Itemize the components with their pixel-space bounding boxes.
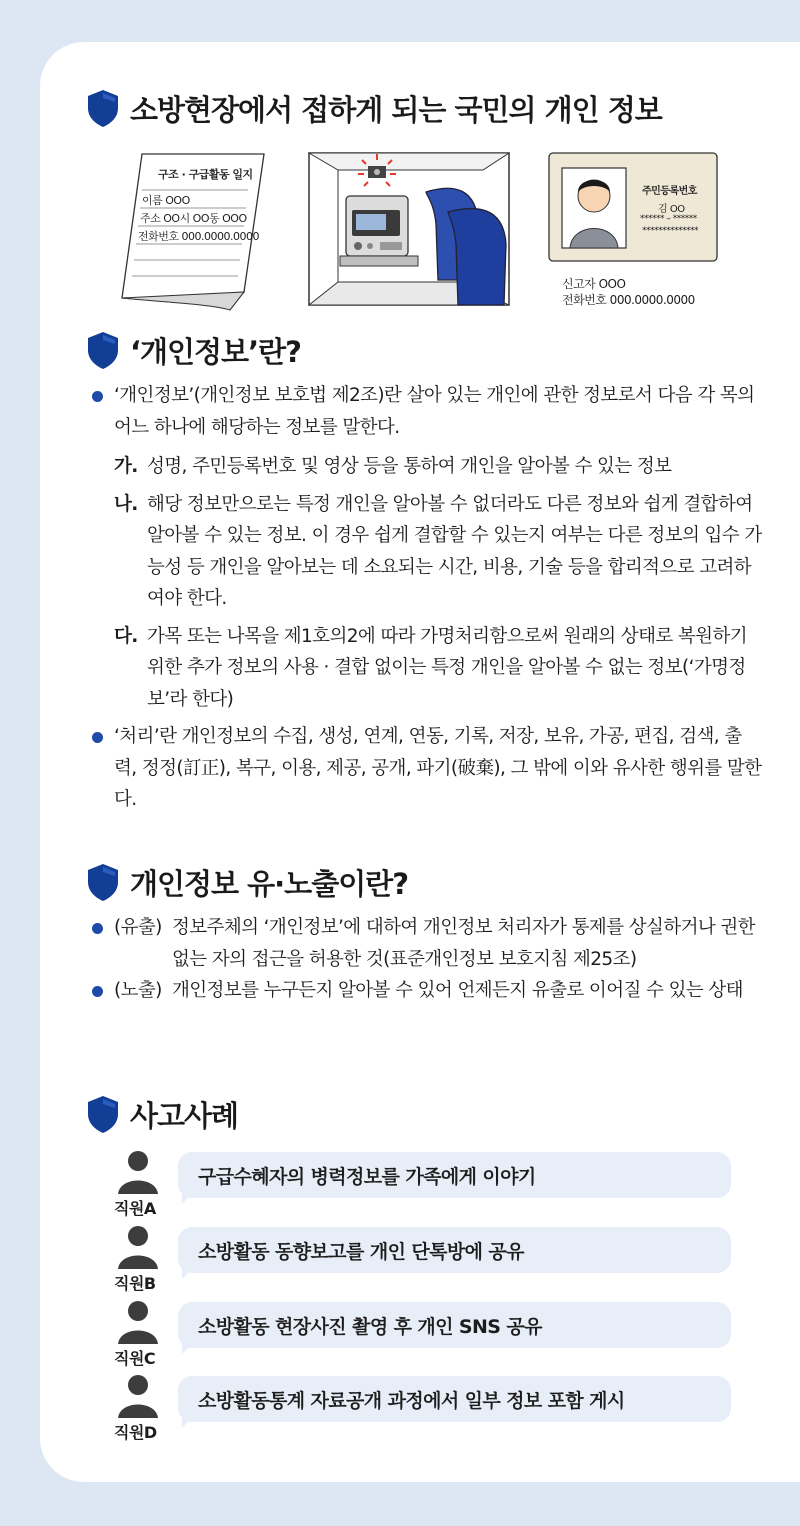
leak-item-exposure bbox=[92, 975, 762, 1007]
item-marker: 나. bbox=[114, 493, 138, 515]
shield-icon bbox=[88, 1096, 118, 1133]
exposure-label: (노출) bbox=[114, 980, 162, 1001]
section-title-3-text: 개인정보 유·노출이란? bbox=[130, 867, 409, 901]
id-card-illustration bbox=[548, 152, 718, 262]
section-title-2-text: ‘개인정보’란? bbox=[130, 335, 301, 369]
case-employee-label: 직원A bbox=[114, 1199, 156, 1218]
rescue-log-illustration bbox=[120, 152, 270, 312]
person-icon bbox=[118, 1150, 158, 1194]
id-card-name: 김 OO bbox=[658, 204, 685, 215]
case-employee-b bbox=[114, 1225, 738, 1297]
person-icon bbox=[118, 1300, 158, 1344]
definition-item-da bbox=[92, 621, 762, 716]
case-employee-d bbox=[114, 1374, 738, 1446]
bullet-dot bbox=[92, 391, 103, 402]
leak-label: (유출) bbox=[114, 917, 162, 938]
shield-icon bbox=[88, 864, 118, 901]
reporter-phone: 전화번호 000.0000.0000 bbox=[562, 293, 695, 307]
person-icon bbox=[118, 1225, 158, 1269]
item-marker: 다. bbox=[114, 625, 138, 647]
item-text: 성명, 주민등록번호 및 영상 등을 통하여 개인을 알아볼 수 있는 정보 bbox=[147, 456, 672, 477]
bubble-tail bbox=[182, 1414, 196, 1428]
processing-definition bbox=[92, 721, 762, 816]
section-title-4-text: 사고사례 bbox=[130, 1099, 239, 1133]
bubble-tail bbox=[182, 1340, 196, 1354]
exposure-text: 개인정보를 누구든지 알아볼 수 있어 언제든지 유출로 이어질 수 있는 상태 bbox=[172, 980, 743, 1001]
item-text: 가목 또는 나목을 제1호의2에 따라 가명처리함으로써 원래의 상태로 복원하기 위한 추가 정보의 사용 · 결합 없이는 특정 개인을 알아볼 수 없는 정보(‘가명정보’라 한다) bbox=[147, 625, 747, 710]
bullet-dot bbox=[92, 923, 103, 934]
section-title-1 bbox=[88, 88, 662, 129]
log-phone-line: 전화번호 000.0000.0000 bbox=[138, 230, 259, 243]
case-speech-bubble bbox=[178, 1302, 731, 1348]
person-photo-icon bbox=[548, 152, 718, 262]
section-title-1-text: 소방현장에서 접하게 되는 국민의 개인 정보 bbox=[130, 93, 662, 127]
definition-item-na bbox=[92, 489, 762, 615]
person-icon bbox=[118, 1374, 158, 1418]
id-card-number: ****** – ****** bbox=[640, 214, 697, 224]
definition-item-ga bbox=[92, 451, 762, 483]
case-employee-label: 직원B bbox=[114, 1274, 156, 1293]
leak-item-leak bbox=[92, 912, 762, 975]
case-text: 소방활동 현장사진 촬영 후 개인 SNS 공유 bbox=[198, 1315, 542, 1338]
bubble-tail bbox=[182, 1190, 196, 1204]
definition-block bbox=[92, 380, 762, 816]
reporter-name: 신고자 OOO bbox=[562, 277, 626, 291]
case-speech-bubble bbox=[178, 1227, 731, 1273]
leak-block bbox=[92, 912, 762, 1007]
log-name-line: 이름 OOO bbox=[142, 194, 190, 207]
log-address-line: 주소 OO시 OO동 OOO bbox=[140, 212, 247, 225]
bubble-tail bbox=[182, 1265, 196, 1279]
case-employee-label: 직원C bbox=[114, 1349, 156, 1368]
shield-icon bbox=[88, 90, 118, 127]
case-text: 구급수혜자의 병력정보를 가족에게 이야기 bbox=[198, 1165, 536, 1188]
case-text: 소방활동 동향보고를 개인 단톡방에 공유 bbox=[198, 1240, 524, 1263]
section-title-3 bbox=[88, 862, 408, 903]
section-title-4 bbox=[88, 1094, 238, 1135]
processing-text: ‘처리’란 개인정보의 수집, 생성, 연계, 연동, 기록, 저장, 보유, 가공, 편집, 검색, 출력, 정정(訂正), 복구, 이용, 제공, 공개, 파기(破棄), 그 밖에 이와 유사한 행위를 말한다. bbox=[114, 726, 762, 810]
definition-intro-text: ‘개인정보’(개인정보 보호법 제2조)란 살아 있는 개인에 관한 정보로서 다음 각 목의 어느 하나에 해당하는 정보를 말한다. bbox=[114, 385, 755, 438]
item-marker: 가. bbox=[114, 456, 138, 477]
case-employee-a bbox=[114, 1150, 738, 1222]
item-text: 해당 정보만으로는 특정 개인을 알아볼 수 없더라도 다른 정보와 쉽게 결합하여 알아볼 수 있는 정보. 이 경우 쉽게 결합할 수 있는지 여부는 다른 정보의 입수 가능성 등 개인을 알아보는 데 소요되는 시간, 비용, 기술 등을 합리적으로 고려하여야 한다. bbox=[147, 493, 762, 609]
id-card-title: 주민등록번호 bbox=[642, 186, 697, 197]
ambulance-interior-illustration bbox=[308, 152, 510, 306]
shield-icon bbox=[88, 332, 118, 369]
definition-intro bbox=[92, 380, 762, 443]
case-speech-bubble bbox=[178, 1376, 731, 1422]
case-employee-c bbox=[114, 1300, 738, 1372]
id-card-number-2: ************** bbox=[642, 226, 698, 236]
bullet-dot bbox=[92, 986, 103, 997]
leak-text: 정보주체의 ‘개인정보’에 대하여 개인정보 처리자가 통제를 상실하거나 권한 없는 자의 접근을 허용한 것(표준개인정보 보호지침 제25조) bbox=[172, 917, 755, 970]
section-title-2 bbox=[88, 330, 301, 371]
case-employee-label: 직원D bbox=[114, 1423, 157, 1442]
ambulance-camera-icon bbox=[308, 152, 510, 306]
case-speech-bubble bbox=[178, 1152, 731, 1198]
bullet-dot bbox=[92, 732, 103, 743]
log-title: 구조 · 구급활동 일지 bbox=[158, 168, 253, 181]
case-text: 소방활동통계 자료공개 과정에서 일부 정보 포함 게시 bbox=[198, 1389, 625, 1412]
